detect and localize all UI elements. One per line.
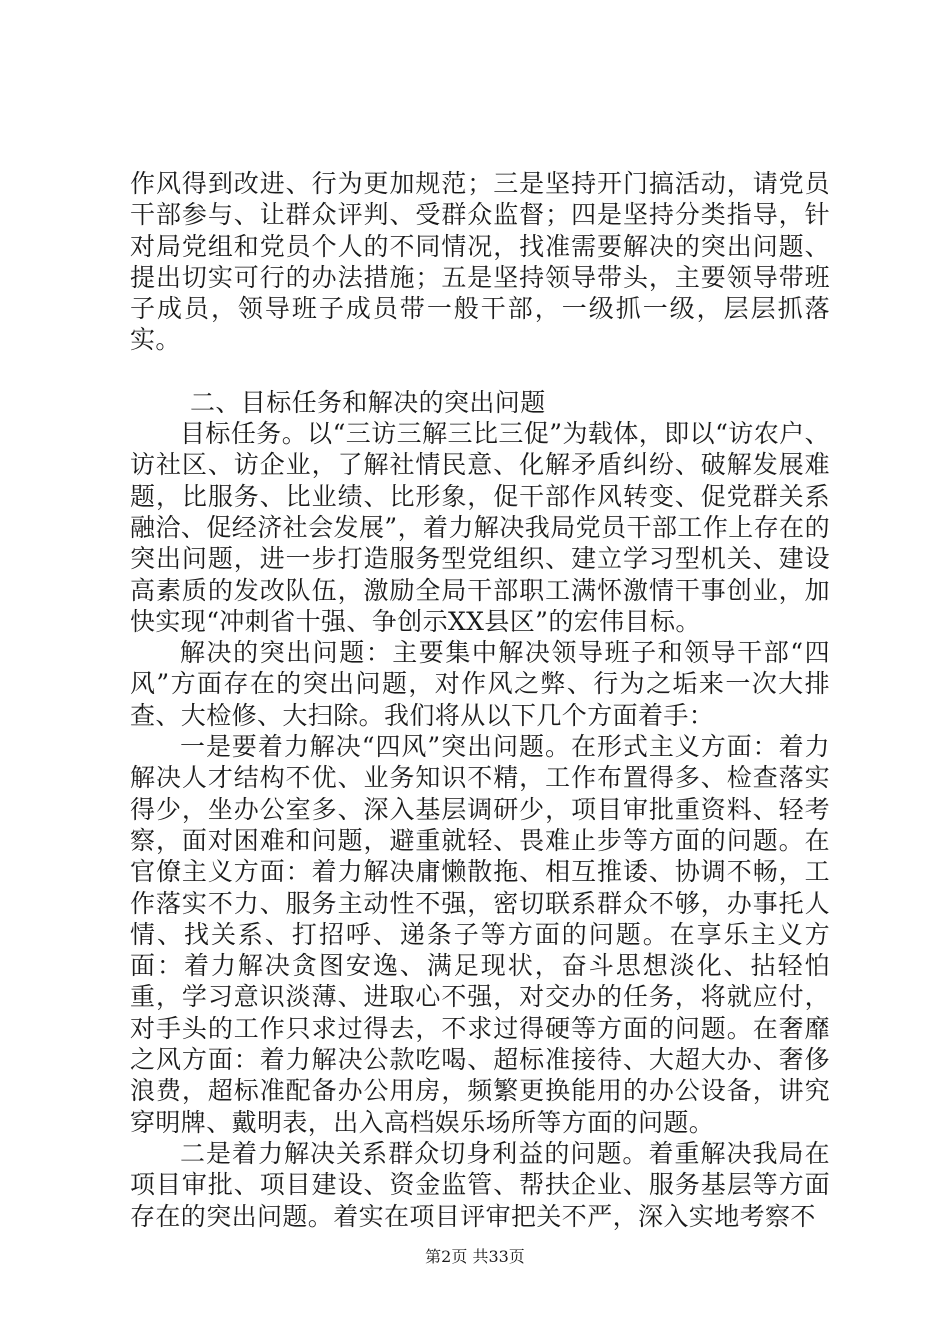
page-number-footer: 第2页 共33页: [425, 1247, 525, 1266]
paragraph-goals: 目标任务。以“三访三解三比三促”为载体，即以“访农户、访社区、访企业，了解社情民意、化解矛盾纠纷、破解发展难题，比服务、比业绩、比形象，促干部作风转变、促党群关系融洽、促经济社会发展”，着力解决我局党员干部工作上存在的突出问题，进一步打造服务型党组织、建立学习型机关、建设高素质的发改队伍，激励全局干部职工满怀激情干事创业，加快实现“冲刺省十强、争创示XX县区”的宏伟目标。: [130, 419, 830, 636]
paragraph-public-interest: 二是着力解决关系群众切身利益的问题。着重解决我局在项目审批、项目建设、资金监管、帮扶企业、服务基层等方面存在的突出问题。着实在项目评审把关不严，深入实地考察不: [130, 1138, 830, 1231]
section-heading: 二、目标任务和解决的突出问题: [190, 387, 546, 417]
paragraph-continuation: 作风得到改进、行为更加规范；三是坚持开门搞活动，请党员干部参与、让群众评判、受群众监督；四是坚持分类指导，针对局党组和党员个人的不同情况，找准需要解决的突出问题、提出切实可行的办法措施；五是坚持领导带头，主要领导带班子成员，领导班子成员带一般干部，一级抓一级，层层抓落实。: [130, 169, 830, 355]
document-body: [130, 168, 830, 1232]
paragraph-problems: 解决的突出问题：主要集中解决领导班子和领导干部“四风”方面存在的突出问题，对作风之弊、行为之垢来一次大排查、大检修、大扫除。我们将从以下几个方面着手：: [130, 638, 830, 730]
paragraph-four-styles: 一是要着力解决“四风”突出问题。在形式主义方面：着力解决人才结构不优、业务知识不精，工作布置得多、检查落实得少，坐办公室多、深入基层调研少，项目审批重资料、轻考察，面对困难和问题，避重就轻、畏难止步等方面的问题。在官僚主义方面：着力解决庸懒散拖、相互推诿、协调不畅，工作落实不力、服务主动性不强，密切联系群众不够，办事托人情、找关系、打招呼、递条子等方面的问题。在享乐主义方面：着力解决贪图安逸、满足现状，奋斗思想淡化、拈轻怕重，学习意识淡薄、进取心不强，对交办的任务，将就应付，对手头的工作只求过得去，不求过得硬等方面的问题。在奢靡之风方面：着力解决公款吃喝、超标准接待、大超大办、奢侈浪费，超标准配备办公用房，频繁更换能用的办公设备，讲究穿明牌、戴明表，出入高档娱乐场所等方面的问题。: [130, 732, 830, 1137]
